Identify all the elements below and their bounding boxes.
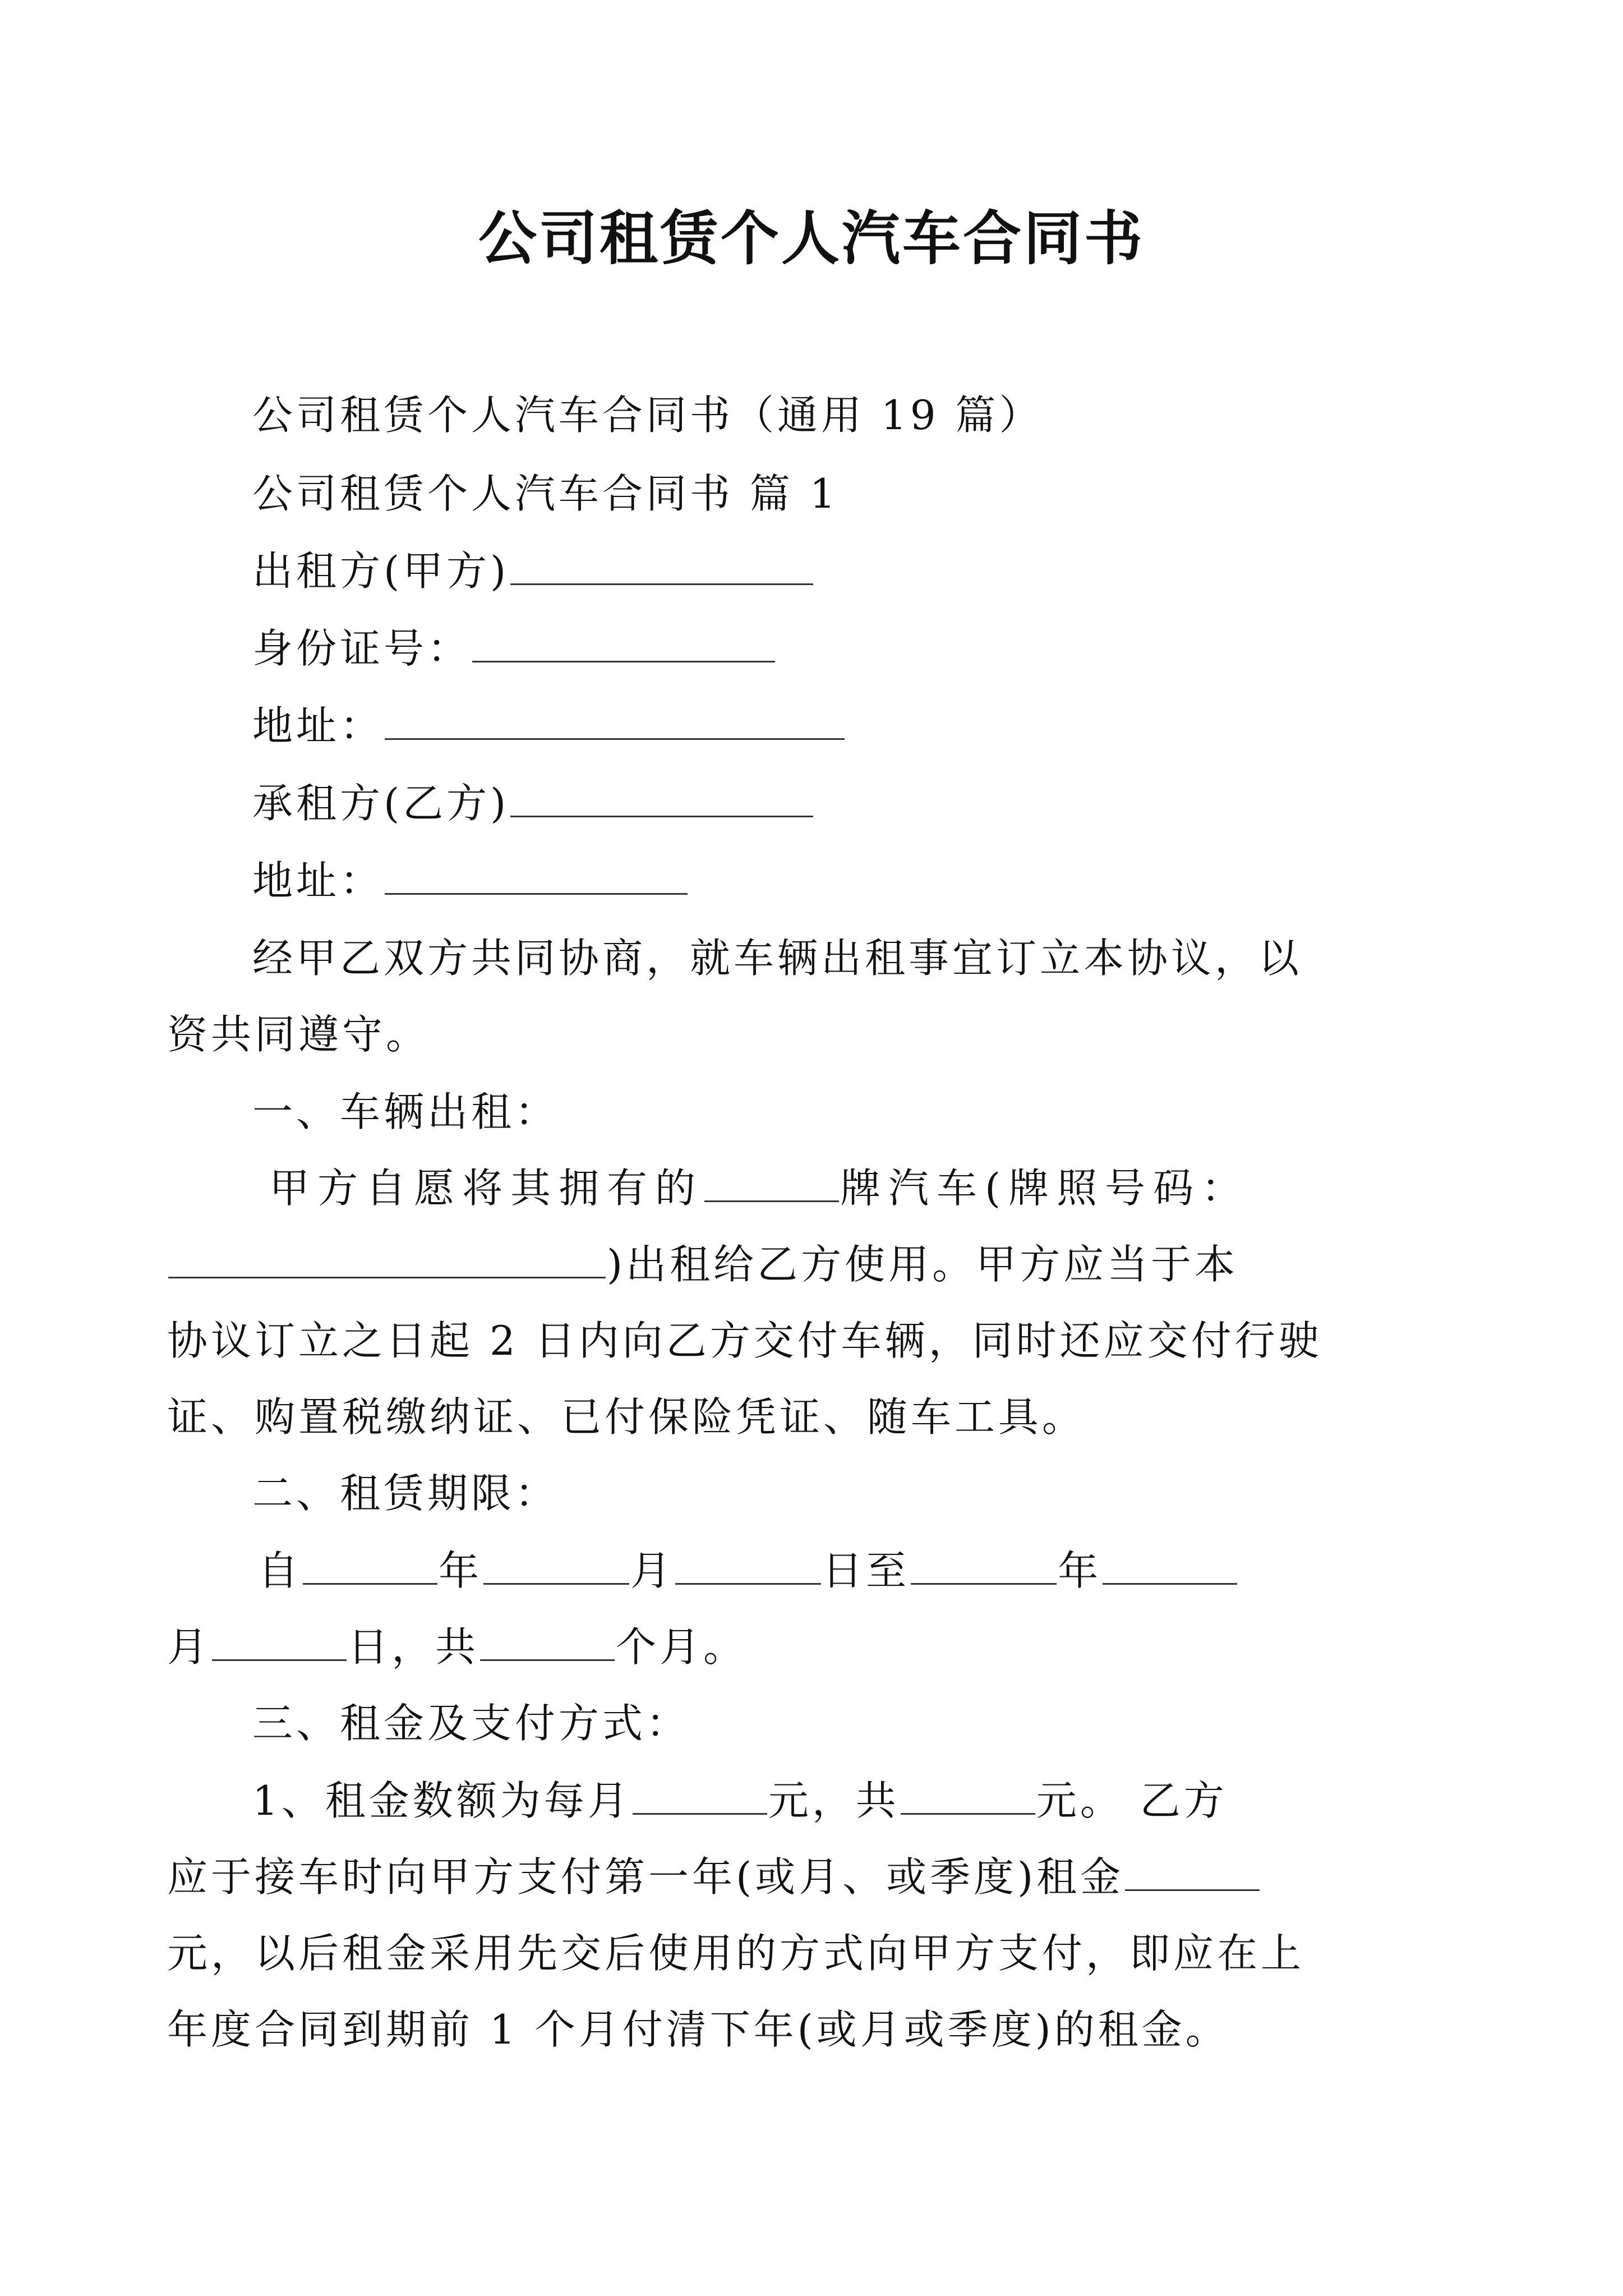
- monthly-rent-blank: [633, 1774, 767, 1815]
- months-blank: [480, 1620, 615, 1661]
- lessee-blank: [510, 776, 813, 817]
- lessor-blank: [510, 544, 813, 585]
- clause1-heading: 一、车辆出租：: [252, 1088, 559, 1135]
- start-year-blank: [303, 1544, 437, 1585]
- rent-line-2: [167, 1849, 1294, 1905]
- end-year-blank: [911, 1544, 1057, 1585]
- end-day-blank: [212, 1620, 347, 1661]
- rent-line-1: [252, 1773, 1380, 1829]
- rent-line-3: 元，以后租金采用先交后使用的方式向甲方支付，即应在上: [167, 1930, 1305, 1977]
- address-label-1: 地址：: [252, 702, 384, 749]
- document-subtitle: 公司租赁个人汽车合同书（通用 19 篇）: [252, 392, 1043, 439]
- clause1-text-b: 牌汽车(牌照号码：: [840, 1165, 1250, 1212]
- term-line-1: [258, 1543, 1385, 1599]
- lessee-label: 承租方(乙方): [252, 780, 510, 827]
- clause1-line-1: [269, 1160, 1396, 1216]
- start-day-blank: [675, 1544, 821, 1585]
- address-line-2: [252, 853, 1380, 909]
- lessee-line: [252, 775, 1380, 831]
- id-line: [252, 620, 1380, 677]
- term-line-2: [167, 1619, 1294, 1675]
- clause2-heading: 二、租赁期限：: [252, 1470, 559, 1517]
- term-from: 自: [258, 1547, 302, 1594]
- intro-line-2: 资共同遵守。: [167, 1011, 430, 1058]
- clause1-text-c: )出租给乙方使用。甲方应当于本: [607, 1241, 1239, 1288]
- clause1-line-2: [167, 1236, 1294, 1292]
- rent-text-b: 元，共: [768, 1777, 900, 1824]
- total-rent-blank: [901, 1774, 1035, 1815]
- address-line-1: [252, 698, 1380, 754]
- end-month-blank: [1103, 1544, 1237, 1585]
- start-month-blank: [483, 1544, 629, 1585]
- lessor-label: 出租方(甲方): [252, 547, 510, 595]
- rent-line-4: 年度合同到期前 1 个月付清下年(或月或季度)的租金。: [167, 2006, 1229, 2053]
- term-month-1: 月: [630, 1547, 675, 1594]
- document-title: 公司租赁个人汽车合同书: [478, 204, 1145, 273]
- rent-text-c: 元。 乙方: [1036, 1777, 1228, 1824]
- first-rent-blank: [1125, 1850, 1260, 1891]
- term-year-2: 年: [1058, 1547, 1102, 1594]
- clause1-line-4: 证、购置税缴纳证、已付保险凭证、随车工具。: [167, 1393, 1086, 1441]
- term-day-total: 日，共: [348, 1623, 479, 1671]
- section-heading: 公司租赁个人汽车合同书 篇 1: [252, 470, 839, 517]
- id-blank: [472, 622, 775, 662]
- address-blank-1: [385, 699, 845, 740]
- rent-text-a: 1、租金数额为每月: [252, 1777, 631, 1824]
- term-day-to: 日至: [822, 1547, 910, 1594]
- id-label: 身份证号：: [252, 625, 472, 672]
- intro-line-1: 经甲乙双方共同协商，就车辆出租事宜订立本协议，以: [252, 935, 1303, 982]
- clause1-line-3: 协议订立之日起 2 日内向乙方交付车辆，同时还应交付行驶: [167, 1317, 1322, 1364]
- term-months: 个月。: [616, 1623, 748, 1671]
- clause3-heading: 三、租金及支付方式：: [252, 1700, 690, 1747]
- address-blank-2: [385, 854, 688, 895]
- brand-blank: [704, 1161, 839, 1202]
- address-label-2: 地址：: [252, 857, 384, 904]
- rent-text-d: 应于接车时向甲方支付第一年(或月、或季度)租金: [167, 1853, 1124, 1901]
- plate-blank: [168, 1237, 606, 1278]
- term-year-1: 年: [439, 1547, 483, 1594]
- lessor-line: [252, 543, 1380, 599]
- term-month-2: 月: [167, 1623, 211, 1671]
- clause1-text-a: 甲方自愿将其拥有的: [269, 1165, 704, 1212]
